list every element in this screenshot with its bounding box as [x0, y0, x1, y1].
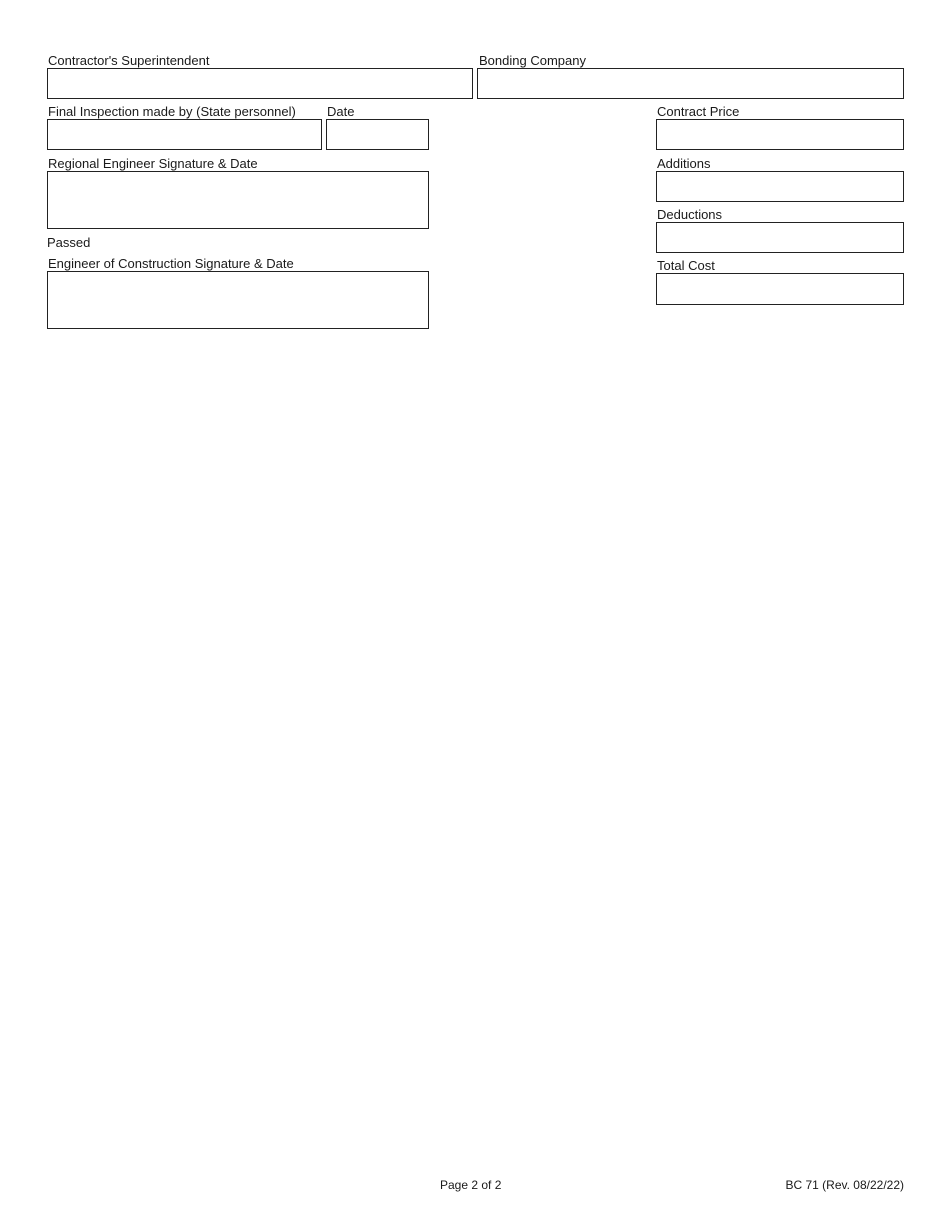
inspection-date-label: Date [327, 104, 355, 119]
total-cost-label: Total Cost [657, 258, 715, 273]
regional-engineer-signature-field[interactable] [47, 171, 429, 229]
inspection-date-field[interactable] [326, 119, 429, 150]
deductions-label: Deductions [657, 207, 723, 222]
regional-engineer-label: Regional Engineer Signature & Date [48, 156, 258, 171]
contractor-superintendent-field[interactable] [47, 68, 473, 99]
final-inspection-field[interactable] [47, 119, 322, 150]
contract-price-label: Contract Price [657, 104, 740, 119]
bonding-company-label: Bonding Company [479, 53, 586, 68]
engineer-of-construction-signature-field[interactable] [47, 271, 429, 329]
engineer-of-construction-label: Engineer of Construction Signature & Date [48, 256, 294, 271]
total-cost-field[interactable] [656, 273, 904, 305]
deductions-field[interactable] [656, 222, 904, 253]
final-inspection-label: Final Inspection made by (State personnel) [48, 104, 296, 119]
form-revision-id: BC 71 (Rev. 08/22/22) [785, 1178, 904, 1192]
contract-price-field[interactable] [656, 119, 904, 150]
contractor-superintendent-label: Contractor's Superintendent [48, 53, 210, 68]
bonding-company-field[interactable] [477, 68, 904, 99]
passed-label: Passed [47, 235, 91, 250]
page-number: Page 2 of 2 [440, 1178, 502, 1192]
additions-field[interactable] [656, 171, 904, 202]
additions-label: Additions [657, 156, 711, 171]
